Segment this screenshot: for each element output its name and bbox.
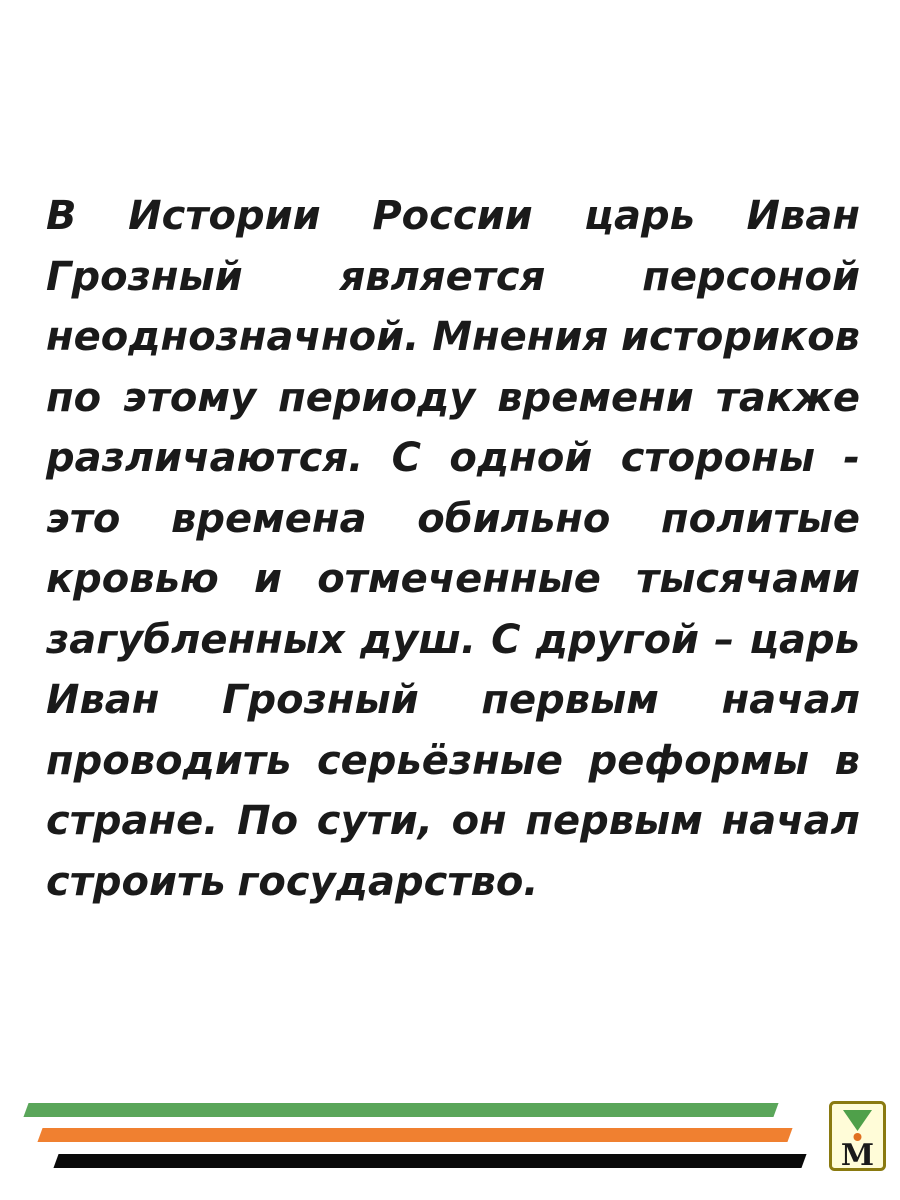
word: С	[491, 616, 521, 663]
text-line	[46, 791, 860, 852]
text-line	[46, 610, 860, 671]
word: Иван	[46, 677, 160, 723]
triangle-m-logo-icon	[829, 1101, 886, 1171]
word: первым	[525, 798, 703, 844]
word: начал	[721, 677, 860, 723]
word: серьёзные	[316, 737, 564, 784]
word: -	[843, 435, 860, 481]
word: является	[339, 253, 546, 300]
word: отмеченные	[317, 556, 601, 602]
word: неоднозначной.	[46, 314, 420, 360]
word: начал	[721, 798, 860, 844]
text-line	[46, 307, 860, 368]
word: политые	[661, 495, 860, 542]
word: также	[715, 374, 860, 421]
word: Мнения	[432, 314, 609, 360]
green-stripe	[23, 1103, 778, 1117]
word: стране.	[46, 798, 219, 844]
word: он	[451, 798, 507, 844]
word: кровью	[46, 556, 219, 602]
word: обильно	[417, 495, 611, 542]
word: историков	[620, 314, 860, 360]
word: Истории	[128, 193, 321, 239]
word: строить	[46, 858, 226, 905]
text-line	[46, 186, 860, 247]
word: государство.	[237, 858, 539, 905]
word: тысячами	[636, 556, 860, 602]
word: стороны	[620, 435, 815, 481]
word: периоду	[278, 374, 476, 421]
word: и	[253, 556, 282, 602]
word: царь	[749, 616, 860, 663]
black-stripe	[53, 1154, 806, 1168]
word: По	[237, 798, 299, 844]
word: одной	[449, 435, 593, 481]
text-line	[46, 489, 860, 550]
word: В	[46, 193, 77, 239]
word: первым	[481, 677, 659, 723]
word: персоной	[642, 253, 860, 300]
word: С	[391, 435, 422, 481]
logo-letter: М	[840, 1138, 875, 1171]
word: царь	[584, 193, 695, 239]
word: загубленных	[46, 616, 345, 663]
text-line	[46, 852, 860, 913]
orange-stripe	[37, 1128, 792, 1142]
word: времена	[171, 495, 367, 542]
word: другой	[535, 616, 700, 663]
word: душ.	[359, 616, 477, 663]
word: это	[46, 495, 121, 542]
word: по	[46, 374, 102, 421]
word: Грозный	[222, 677, 419, 723]
text-line	[46, 368, 860, 429]
word: –	[714, 616, 735, 663]
text-line	[46, 247, 860, 308]
word: различаются.	[46, 435, 364, 481]
text-line	[46, 549, 860, 610]
word: проводить	[46, 737, 292, 784]
word: времени	[497, 374, 694, 421]
word: Иван	[746, 193, 860, 239]
text-line	[46, 731, 860, 792]
word: в	[834, 737, 860, 784]
main-text	[46, 186, 860, 912]
word: этому	[123, 374, 257, 421]
word: России	[372, 193, 533, 239]
word: реформы	[588, 737, 810, 784]
word: Грозный	[46, 253, 243, 300]
text-line	[46, 428, 860, 489]
word: сути,	[316, 798, 433, 844]
text-line	[46, 670, 860, 731]
